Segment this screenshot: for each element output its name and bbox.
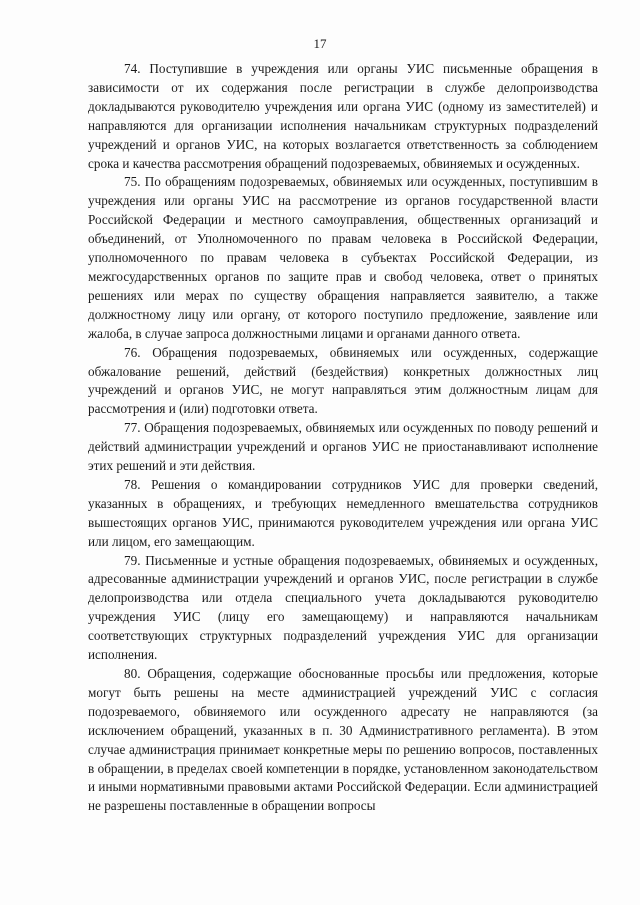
- paragraph-79: 79. Письменные и устные обращения подозреваемых, обвиняемых и осужденных, адресованные администрации учреждений и органов УИС, после регистрации в службе делопроизводства или отдела специального учета докладываются руководителю учреждения УИС (лицу его замещающему) и направляются начальникам соответствующих структурных подразделений учреждения УИС для организации исполнения.: [88, 552, 598, 663]
- document-body: [88, 60, 598, 816]
- paragraph-76: 76. Обращения подозреваемых, обвиняемых или осужденных, содержащие обжалование решений, действий (бездействия) конкретных должностных лиц учреждений и органов УИС, не могут направляться этим должностным лицам для рассмотрения и (или) подготовки ответа.: [88, 344, 598, 417]
- paragraph-74: 74. Поступившие в учреждения или органы УИС письменные обращения в зависимости от их содержания после регистрации в службе делопроизводства докладываются руководителю учреждения или органа УИС (одному из заместителей) и направляются для организации исполнения начальникам структурных подразделений учреждений и органов УИС, на которых возлагается ответственность за соблюдением срока и качества рассмотрения обращений подозреваемых, обвиняемых и осужденных.: [88, 61, 598, 171]
- paragraph-80: 80. Обращения, содержащие обоснованные просьбы или предложения, которые могут быть решены на месте администрацией учреждений УИС с согласия подозреваемого, обвиняемого или осужденного адресату не направляются (за исключением обращений, указанных в п. 30 Административного регламента). В этом случае администрация принимает конкретные меры по решению вопросов, поставленных в обращении, в пределах своей компетенции в порядке, установленном законодательством и иными нормативными правовыми актами Российской Федерации. Если администрацией не разрешены поставленные в обращении вопросы: [88, 666, 598, 814]
- paragraph-75: 75. По обращениям подозреваемых, обвиняемых или осужденных, поступившим в учреждения или органы УИС на рассмотрение из органов государственной власти Российской Федерации и местного самоуправления, общественных организаций и объединений, от Уполномоченного по правам человека в Российской Федерации, уполномоченного по правам человека в субъектах Российской Федерации, из межгосударственных органов по защите прав и свобод человека, ответ о принятых решениях или мерах по существу обращения направляется заявителю, а также должностному лицу или органу, от которого поступило предложение, заявление или жалоба, в случае запроса должностными лицами и органами данного ответа.: [88, 174, 598, 341]
- paragraph-78: 78. Решения о командировании сотрудников УИС для проверки сведений, указанных в обращениях, и требующих немедленного вмешательства сотрудников вышестоящих органов УИС, принимаются руководителем учреждения или органа УИС или лицом, его замещающим.: [88, 476, 598, 549]
- paragraph-77: 77. Обращения подозреваемых, обвиняемых или осужденных по поводу решений и действий администрации учреждений и органов УИС не приостанавливают исполнение этих решений и эти действия.: [88, 420, 598, 474]
- page-number: 17: [313, 36, 327, 51]
